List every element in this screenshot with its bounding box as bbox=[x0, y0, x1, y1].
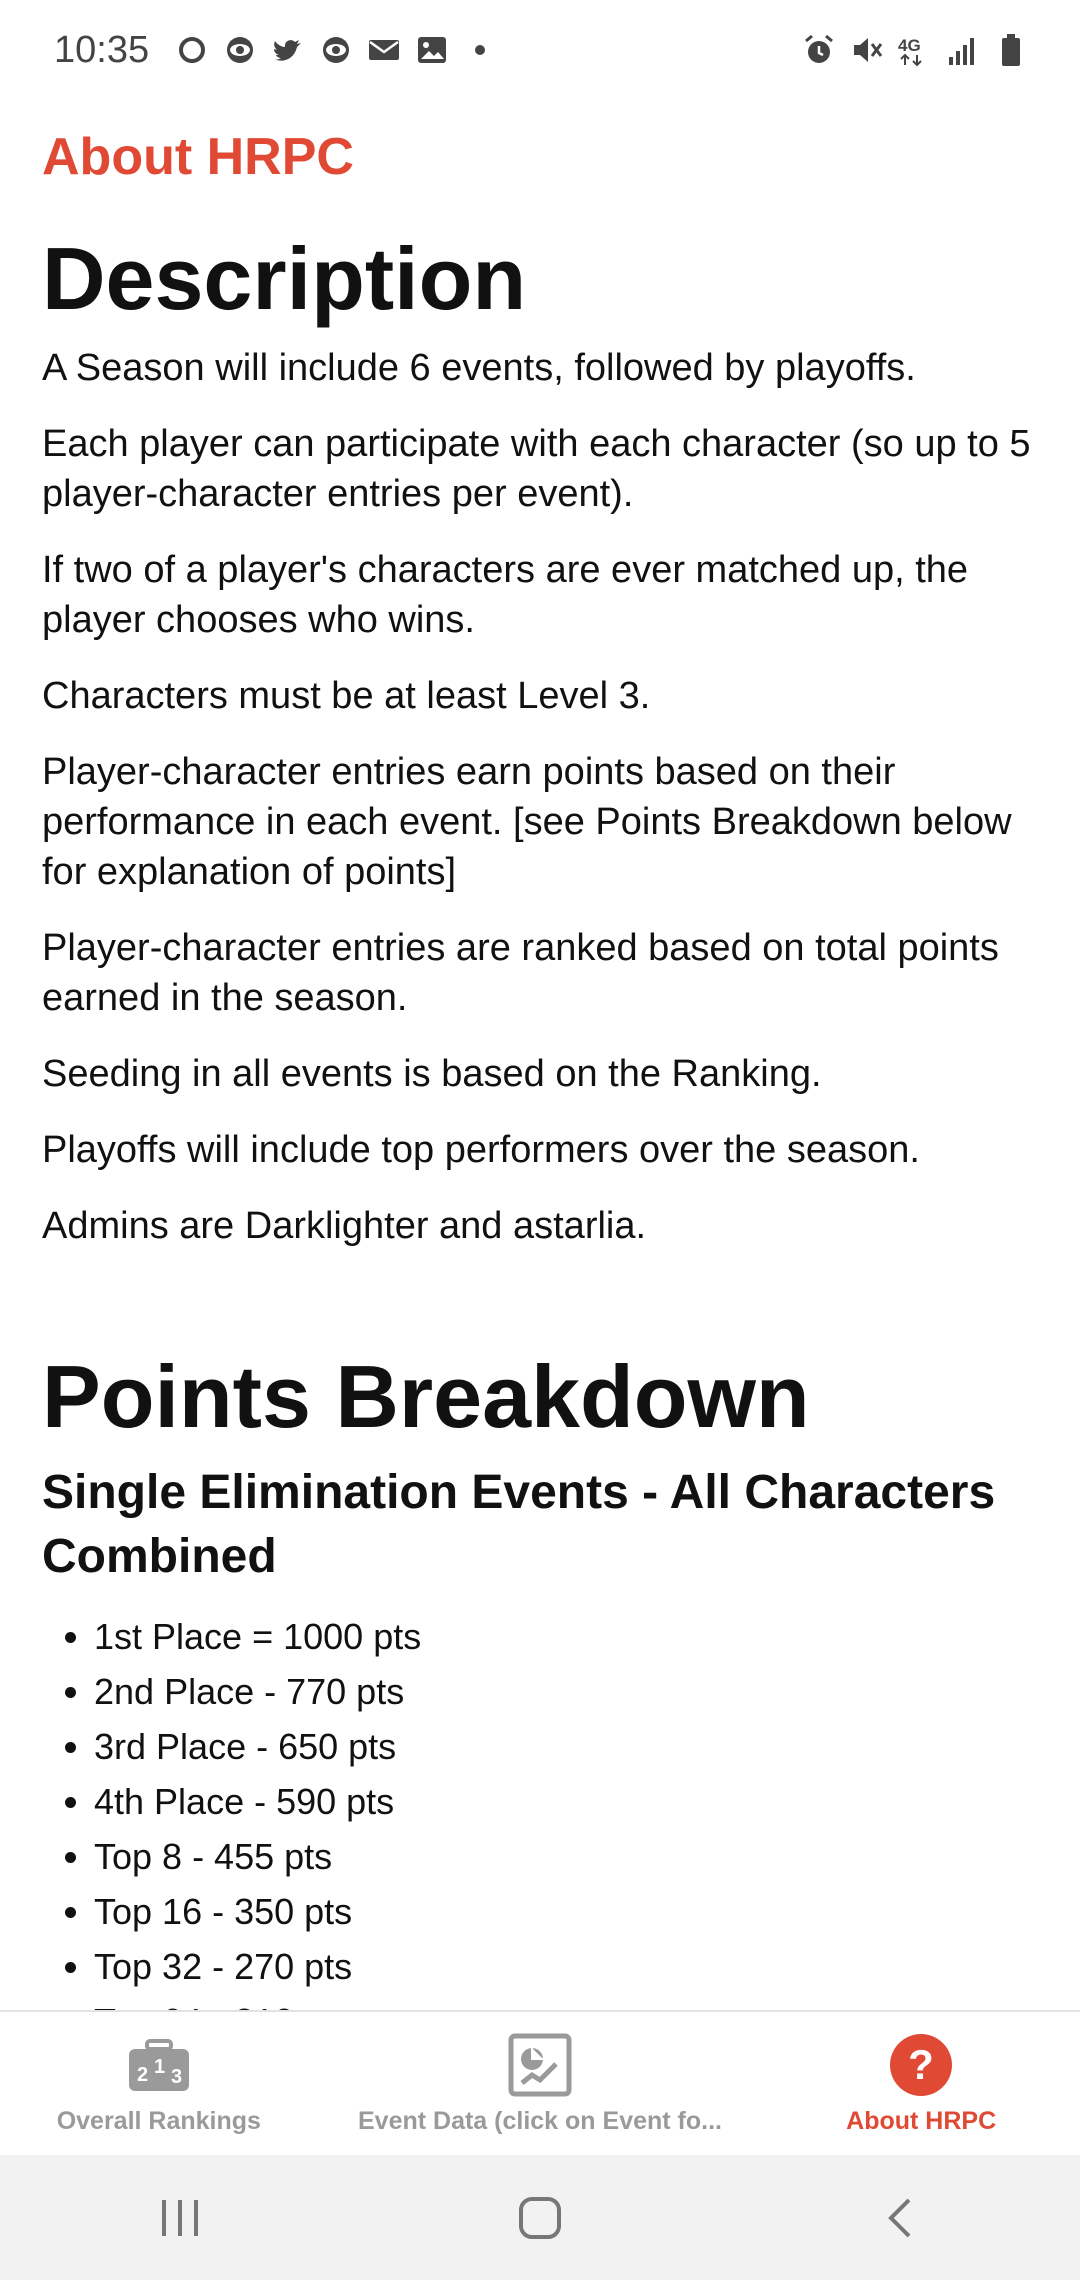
question-icon bbox=[889, 2033, 953, 2097]
status-right bbox=[802, 33, 1028, 67]
page-title: About HRPC bbox=[42, 128, 354, 186]
4g-icon bbox=[898, 33, 932, 67]
nav-label: Overall Rankings bbox=[56, 2107, 261, 2135]
signal-icon bbox=[946, 33, 980, 67]
sync-icon bbox=[175, 33, 209, 67]
content-scroll-area[interactable] bbox=[0, 215, 1080, 2010]
eye-icon bbox=[319, 33, 353, 67]
list-item: • Top 8 - 455 pts bbox=[94, 1829, 1038, 1884]
points-breakdown-heading: Points Breakdown bbox=[42, 1347, 810, 1446]
description-paragraph: Seeding in all events is based on the Ranking. bbox=[42, 1053, 822, 1095]
back-button[interactable] bbox=[860, 2178, 940, 2258]
eye-icon bbox=[223, 33, 257, 67]
svg-text:3: 3 bbox=[170, 2066, 182, 2088]
svg-text:4G: 4G bbox=[898, 36, 921, 55]
description-paragraph: Admins are Darklighter and astarlia. bbox=[42, 1205, 647, 1247]
description-paragraph: Characters must be at least Level 3. bbox=[42, 675, 651, 717]
alarm-icon bbox=[802, 33, 836, 67]
description-heading: Description bbox=[42, 229, 527, 328]
nav-item-overall-rankings[interactable] bbox=[0, 2012, 318, 2157]
status-time: 10:35 bbox=[54, 28, 150, 71]
points-list bbox=[42, 1609, 1038, 2049]
description-paragraph: A Season will include 6 events, followed by playoffs. bbox=[42, 347, 916, 389]
dot-icon bbox=[463, 33, 497, 67]
description-paragraph: Player-character entries earn points based on their performance in each event. [see Points Breakdown below for explanation of points] bbox=[42, 751, 1012, 893]
section-spacer bbox=[42, 1277, 1038, 1333]
nav-item-about-hrpc[interactable] bbox=[762, 2012, 1080, 2157]
status-bar bbox=[0, 0, 1080, 100]
description-paragraph: Playoffs will include top performers over the season. bbox=[42, 1129, 920, 1171]
svg-text:1: 1 bbox=[153, 2056, 165, 2078]
points-subheading: Single Elimination Events - All Characters Combined bbox=[42, 1466, 996, 1583]
list-item: • Top 16 - 350 pts bbox=[94, 1884, 1038, 1939]
chart-icon bbox=[508, 2033, 572, 2097]
recents-button[interactable] bbox=[140, 2178, 220, 2258]
status-left bbox=[54, 29, 497, 72]
svg-text:2: 2 bbox=[136, 2064, 148, 2086]
nav-label: Event Data (click on Event fo... bbox=[358, 2107, 722, 2135]
list-item: • 1st Place = 1000 pts bbox=[94, 1609, 1038, 1664]
podium-icon bbox=[127, 2033, 191, 2097]
list-item: • 2nd Place - 770 pts bbox=[94, 1664, 1038, 1719]
mute-icon bbox=[850, 33, 884, 67]
battery-icon bbox=[994, 33, 1028, 67]
twitter-icon bbox=[271, 33, 305, 67]
mail-icon bbox=[367, 33, 401, 67]
list-item: • Top 32 - 270 pts bbox=[94, 1939, 1038, 1994]
description-paragraph: If two of a player's characters are ever matched up, the player chooses who wins. bbox=[42, 549, 969, 641]
list-item: • 4th Place - 590 pts bbox=[94, 1774, 1038, 1829]
description-paragraph: Each player can participate with each character (so up to 5 player-character entries per event). bbox=[42, 423, 1031, 515]
list-item: • 3rd Place - 650 pts bbox=[94, 1719, 1038, 1774]
nav-item-event-data[interactable] bbox=[318, 2012, 763, 2157]
system-nav-bar bbox=[0, 2155, 1080, 2280]
description-paragraph: Player-character entries are ranked based on total points earned in the season. bbox=[42, 927, 999, 1019]
home-button[interactable] bbox=[500, 2178, 580, 2258]
image-icon bbox=[415, 33, 449, 67]
app-header bbox=[0, 100, 1080, 215]
nav-label: About HRPC bbox=[846, 2107, 997, 2135]
svg-text:?: ? bbox=[908, 2041, 934, 2088]
bottom-nav bbox=[0, 2010, 1080, 2157]
